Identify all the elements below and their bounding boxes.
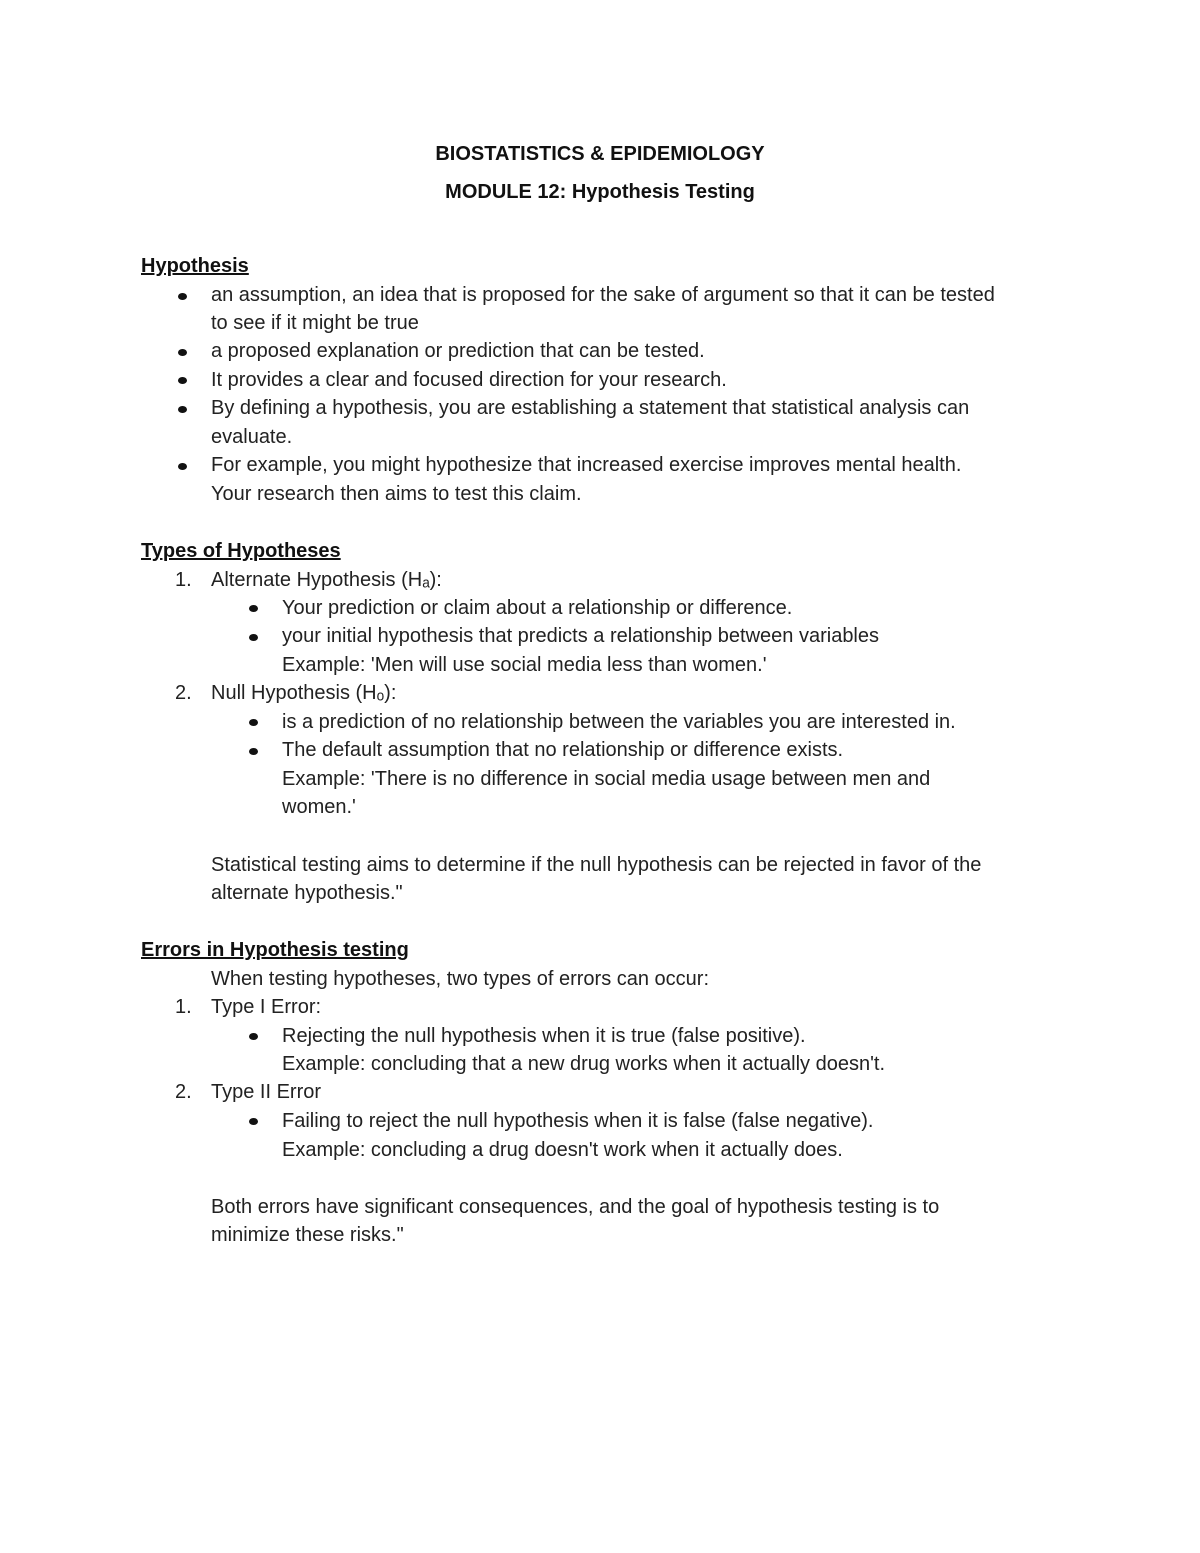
list-item-line: Your prediction or claim about a relationship or difference. xyxy=(282,597,793,619)
bullet-icon xyxy=(178,463,187,470)
example-line: Example: 'Men will use social media less than women.' xyxy=(282,654,767,676)
paragraph-line: minimize these risks." xyxy=(211,1224,404,1246)
list-item-line: Rejecting the null hypothesis when it is true (false positive). xyxy=(282,1025,806,1047)
list-item-line: Failing to reject the null hypothesis when it is false (false negative). xyxy=(282,1110,874,1132)
bullet-icon xyxy=(249,1033,258,1040)
list-number: 2. xyxy=(175,682,192,704)
section-heading-hypothesis: Hypothesis xyxy=(141,255,249,277)
bullet-icon xyxy=(249,634,258,641)
bullet-icon xyxy=(178,293,187,300)
alternate-hypothesis-label: Alternate Hypothesis (Hₐ): xyxy=(211,569,442,591)
section-heading-errors: Errors in Hypothesis testing xyxy=(141,939,409,961)
paragraph-line: Both errors have significant consequences, and the goal of hypothesis testing is to xyxy=(211,1196,940,1218)
list-item-line: evaluate. xyxy=(211,426,293,448)
type-one-error-label: Type I Error: xyxy=(211,996,322,1018)
list-item-line: It provides a clear and focused direction for your research. xyxy=(211,369,727,391)
example-line: Example: concluding that a new drug works when it actually doesn't. xyxy=(282,1053,886,1075)
list-number: 2. xyxy=(175,1081,192,1103)
list-item-line: By defining a hypothesis, you are establishing a statement that statistical analysis can xyxy=(211,397,970,419)
list-number: 1. xyxy=(175,569,192,591)
paragraph-line: Statistical testing aims to determine if the null hypothesis can be rejected in favor of the xyxy=(211,854,982,876)
list-item-line: The default assumption that no relationship or difference exists. xyxy=(282,739,844,761)
bullet-icon xyxy=(249,1118,258,1125)
bullet-icon xyxy=(249,719,258,726)
example-line: Example: 'There is no difference in social media usage between men and xyxy=(282,768,931,790)
list-item-line: an assumption, an idea that is proposed for the sake of argument so that it can be tested xyxy=(211,284,995,306)
list-item-line: For example, you might hypothesize that increased exercise improves mental health. xyxy=(211,454,962,476)
list-item-line: a proposed explanation or prediction that can be tested. xyxy=(211,340,705,362)
document-title: BIOSTATISTICS & EPIDEMIOLOGY xyxy=(435,143,765,165)
example-line: Example: concluding a drug doesn't work when it actually does. xyxy=(282,1139,843,1161)
list-item-line: Your research then aims to test this claim. xyxy=(211,483,582,505)
list-item-line: to see if it might be true xyxy=(211,312,419,334)
section-heading-types: Types of Hypotheses xyxy=(141,540,341,562)
bullet-icon xyxy=(178,406,187,413)
paragraph-line: alternate hypothesis." xyxy=(211,882,403,904)
bullet-icon xyxy=(178,349,187,356)
bullet-icon xyxy=(178,377,187,384)
list-item-line: your initial hypothesis that predicts a relationship between variables xyxy=(282,625,880,647)
null-hypothesis-label: Null Hypothesis (Hₒ): xyxy=(211,682,397,704)
type-two-error-label: Type II Error xyxy=(211,1081,322,1103)
bullet-icon xyxy=(249,605,258,612)
paragraph-line: When testing hypotheses, two types of errors can occur: xyxy=(211,968,710,990)
list-item-line: is a prediction of no relationship between the variables you are interested in. xyxy=(282,711,956,733)
example-line: women.' xyxy=(282,796,356,818)
list-number: 1. xyxy=(175,996,192,1018)
module-title: MODULE 12: Hypothesis Testing xyxy=(445,181,755,203)
bullet-icon xyxy=(249,748,258,755)
